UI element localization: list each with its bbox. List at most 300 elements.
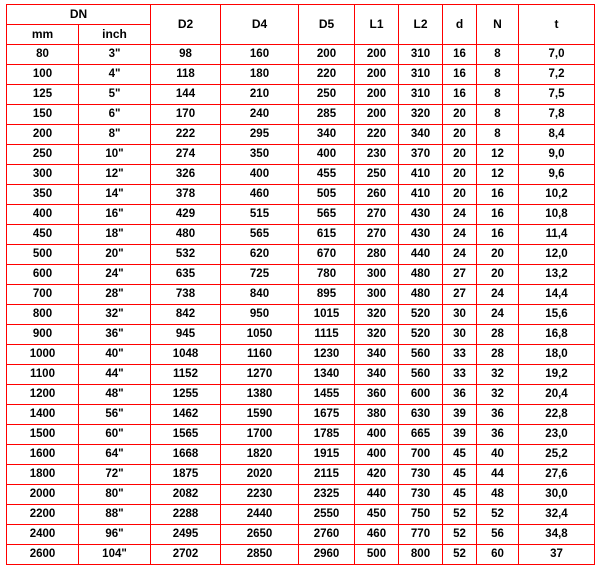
- cell-d5: 1230: [299, 345, 355, 365]
- cell-inch: 44": [79, 365, 151, 385]
- cell-d5: 565: [299, 205, 355, 225]
- table-row: [7, 325, 595, 345]
- cell-l2: 770: [399, 525, 443, 545]
- table-row: [7, 205, 595, 225]
- cell-d2: 480: [151, 225, 221, 245]
- cell-l1: 360: [355, 385, 399, 405]
- cell-mm: 1000: [7, 345, 79, 365]
- cell-t: 9,0: [519, 145, 595, 165]
- cell-t: 18,0: [519, 345, 595, 365]
- cell-d2: 2495: [151, 525, 221, 545]
- cell-t: 27,6: [519, 465, 595, 485]
- cell-n: 24: [477, 305, 519, 325]
- cell-l2: 560: [399, 345, 443, 365]
- cell-d2: 1152: [151, 365, 221, 385]
- table-row: [7, 545, 595, 565]
- cell-l2: 600: [399, 385, 443, 405]
- cell-l1: 340: [355, 345, 399, 365]
- header-d5: D5: [299, 5, 355, 45]
- cell-n: 8: [477, 85, 519, 105]
- cell-d5: 2550: [299, 505, 355, 525]
- cell-mm: 1400: [7, 405, 79, 425]
- cell-l2: 410: [399, 185, 443, 205]
- cell-l2: 800: [399, 545, 443, 565]
- cell-n: 16: [477, 205, 519, 225]
- cell-inch: 10": [79, 145, 151, 165]
- table-row: [7, 185, 595, 205]
- cell-mm: 1600: [7, 445, 79, 465]
- cell-d4: 620: [221, 245, 299, 265]
- cell-d: 20: [443, 105, 477, 125]
- header-l2: L2: [399, 5, 443, 45]
- cell-d4: 1590: [221, 405, 299, 425]
- cell-mm: 2400: [7, 525, 79, 545]
- cell-t: 10,2: [519, 185, 595, 205]
- cell-d: 39: [443, 425, 477, 445]
- cell-mm: 400: [7, 205, 79, 225]
- cell-d5: 1340: [299, 365, 355, 385]
- cell-inch: 5": [79, 85, 151, 105]
- cell-l2: 340: [399, 125, 443, 145]
- cell-l1: 220: [355, 125, 399, 145]
- cell-d: 24: [443, 245, 477, 265]
- cell-l2: 410: [399, 165, 443, 185]
- cell-l1: 200: [355, 105, 399, 125]
- cell-d2: 1462: [151, 405, 221, 425]
- cell-l1: 320: [355, 325, 399, 345]
- cell-mm: 150: [7, 105, 79, 125]
- cell-d2: 144: [151, 85, 221, 105]
- cell-d4: 840: [221, 285, 299, 305]
- table-body: [7, 45, 595, 565]
- cell-l2: 730: [399, 485, 443, 505]
- cell-mm: 200: [7, 125, 79, 145]
- cell-d2: 1048: [151, 345, 221, 365]
- cell-l1: 200: [355, 65, 399, 85]
- cell-d2: 2288: [151, 505, 221, 525]
- cell-d5: 505: [299, 185, 355, 205]
- cell-mm: 900: [7, 325, 79, 345]
- cell-n: 52: [477, 505, 519, 525]
- cell-d2: 842: [151, 305, 221, 325]
- cell-d4: 2850: [221, 545, 299, 565]
- cell-d2: 532: [151, 245, 221, 265]
- cell-d4: 295: [221, 125, 299, 145]
- table-row: [7, 145, 595, 165]
- cell-mm: 2000: [7, 485, 79, 505]
- cell-d: 27: [443, 285, 477, 305]
- cell-t: 30,0: [519, 485, 595, 505]
- cell-d2: 738: [151, 285, 221, 305]
- cell-mm: 800: [7, 305, 79, 325]
- cell-l2: 320: [399, 105, 443, 125]
- cell-d: 20: [443, 165, 477, 185]
- cell-n: 32: [477, 385, 519, 405]
- table-row: [7, 265, 595, 285]
- cell-d2: 429: [151, 205, 221, 225]
- table-row: [7, 425, 595, 445]
- table-row: [7, 465, 595, 485]
- cell-d: 24: [443, 225, 477, 245]
- cell-mm: 1800: [7, 465, 79, 485]
- cell-inch: 12": [79, 165, 151, 185]
- cell-d: 33: [443, 365, 477, 385]
- cell-d2: 378: [151, 185, 221, 205]
- cell-l1: 400: [355, 425, 399, 445]
- cell-d5: 615: [299, 225, 355, 245]
- cell-t: 11,4: [519, 225, 595, 245]
- cell-d2: 2702: [151, 545, 221, 565]
- cell-n: 24: [477, 285, 519, 305]
- cell-n: 28: [477, 325, 519, 345]
- cell-d5: 2760: [299, 525, 355, 545]
- cell-inch: 3": [79, 45, 151, 65]
- cell-d2: 170: [151, 105, 221, 125]
- cell-d: 45: [443, 445, 477, 465]
- cell-l1: 250: [355, 165, 399, 185]
- cell-inch: 32": [79, 305, 151, 325]
- cell-d5: 1915: [299, 445, 355, 465]
- header-n: N: [477, 5, 519, 45]
- cell-n: 36: [477, 425, 519, 445]
- cell-d4: 1050: [221, 325, 299, 345]
- cell-d4: 460: [221, 185, 299, 205]
- cell-mm: 350: [7, 185, 79, 205]
- cell-d4: 2230: [221, 485, 299, 505]
- cell-d5: 1015: [299, 305, 355, 325]
- header-dn: DN: [7, 5, 151, 25]
- cell-d5: 400: [299, 145, 355, 165]
- cell-l1: 420: [355, 465, 399, 485]
- cell-d: 52: [443, 505, 477, 525]
- cell-mm: 250: [7, 145, 79, 165]
- cell-mm: 1200: [7, 385, 79, 405]
- cell-d: 52: [443, 525, 477, 545]
- cell-l1: 260: [355, 185, 399, 205]
- cell-d: 36: [443, 385, 477, 405]
- cell-d4: 210: [221, 85, 299, 105]
- cell-mm: 700: [7, 285, 79, 305]
- table-row: [7, 365, 595, 385]
- header-row-group: [7, 5, 595, 25]
- cell-l1: 200: [355, 45, 399, 65]
- cell-n: 48: [477, 485, 519, 505]
- cell-n: 12: [477, 165, 519, 185]
- table-row: [7, 165, 595, 185]
- cell-d4: 1700: [221, 425, 299, 445]
- cell-t: 15,6: [519, 305, 595, 325]
- cell-d5: 1455: [299, 385, 355, 405]
- cell-d5: 200: [299, 45, 355, 65]
- cell-t: 16,8: [519, 325, 595, 345]
- cell-t: 37: [519, 545, 595, 565]
- cell-inch: 20": [79, 245, 151, 265]
- cell-d: 20: [443, 145, 477, 165]
- cell-mm: 100: [7, 65, 79, 85]
- cell-t: 19,2: [519, 365, 595, 385]
- cell-mm: 2600: [7, 545, 79, 565]
- cell-l1: 380: [355, 405, 399, 425]
- cell-inch: 18": [79, 225, 151, 245]
- cell-d: 30: [443, 325, 477, 345]
- cell-d4: 515: [221, 205, 299, 225]
- cell-mm: 2200: [7, 505, 79, 525]
- cell-inch: 72": [79, 465, 151, 485]
- cell-d2: 1668: [151, 445, 221, 465]
- cell-d5: 780: [299, 265, 355, 285]
- cell-inch: 104": [79, 545, 151, 565]
- table-row: [7, 225, 595, 245]
- cell-l1: 300: [355, 285, 399, 305]
- cell-d2: 1565: [151, 425, 221, 445]
- cell-d: 24: [443, 205, 477, 225]
- cell-d: 33: [443, 345, 477, 365]
- cell-l2: 665: [399, 425, 443, 445]
- cell-inch: 36": [79, 325, 151, 345]
- cell-d4: 725: [221, 265, 299, 285]
- cell-d2: 2082: [151, 485, 221, 505]
- header-d4: D4: [221, 5, 299, 45]
- cell-l2: 700: [399, 445, 443, 465]
- table-row: [7, 485, 595, 505]
- cell-d4: 565: [221, 225, 299, 245]
- table-row: [7, 405, 595, 425]
- cell-l1: 270: [355, 205, 399, 225]
- cell-d2: 326: [151, 165, 221, 185]
- cell-inch: 6": [79, 105, 151, 125]
- cell-t: 8,4: [519, 125, 595, 145]
- cell-d5: 250: [299, 85, 355, 105]
- cell-d5: 670: [299, 245, 355, 265]
- cell-n: 12: [477, 145, 519, 165]
- cell-d4: 1160: [221, 345, 299, 365]
- header-l1: L1: [355, 5, 399, 45]
- cell-t: 22,8: [519, 405, 595, 425]
- cell-d4: 1820: [221, 445, 299, 465]
- cell-d5: 2115: [299, 465, 355, 485]
- cell-n: 56: [477, 525, 519, 545]
- cell-n: 32: [477, 365, 519, 385]
- cell-d: 20: [443, 185, 477, 205]
- cell-d: 45: [443, 485, 477, 505]
- cell-l1: 440: [355, 485, 399, 505]
- cell-d: 39: [443, 405, 477, 425]
- cell-l2: 430: [399, 225, 443, 245]
- cell-n: 16: [477, 225, 519, 245]
- cell-d: 30: [443, 305, 477, 325]
- cell-d5: 455: [299, 165, 355, 185]
- cell-inch: 60": [79, 425, 151, 445]
- cell-t: 23,0: [519, 425, 595, 445]
- cell-t: 13,2: [519, 265, 595, 285]
- cell-n: 60: [477, 545, 519, 565]
- cell-d5: 285: [299, 105, 355, 125]
- cell-inch: 64": [79, 445, 151, 465]
- cell-d2: 945: [151, 325, 221, 345]
- cell-t: 34,8: [519, 525, 595, 545]
- cell-l2: 730: [399, 465, 443, 485]
- cell-n: 20: [477, 265, 519, 285]
- cell-t: 7,2: [519, 65, 595, 85]
- cell-n: 20: [477, 245, 519, 265]
- cell-n: 8: [477, 45, 519, 65]
- cell-inch: 16": [79, 205, 151, 225]
- cell-l2: 370: [399, 145, 443, 165]
- header-d2: D2: [151, 5, 221, 45]
- cell-l1: 450: [355, 505, 399, 525]
- table-row: [7, 65, 595, 85]
- table-header: [7, 5, 595, 45]
- table-row: [7, 505, 595, 525]
- cell-inch: 48": [79, 385, 151, 405]
- cell-d2: 118: [151, 65, 221, 85]
- cell-d: 16: [443, 85, 477, 105]
- cell-n: 36: [477, 405, 519, 425]
- cell-t: 7,5: [519, 85, 595, 105]
- header-t: t: [519, 5, 595, 45]
- cell-t: 25,2: [519, 445, 595, 465]
- table-row: [7, 345, 595, 365]
- cell-inch: 8": [79, 125, 151, 145]
- cell-l2: 750: [399, 505, 443, 525]
- cell-inch: 40": [79, 345, 151, 365]
- cell-d4: 2020: [221, 465, 299, 485]
- cell-l2: 520: [399, 305, 443, 325]
- cell-l1: 500: [355, 545, 399, 565]
- cell-t: 14,4: [519, 285, 595, 305]
- cell-l1: 340: [355, 365, 399, 385]
- header-mm: mm: [7, 25, 79, 45]
- cell-t: 12,0: [519, 245, 595, 265]
- cell-l1: 230: [355, 145, 399, 165]
- cell-l1: 460: [355, 525, 399, 545]
- cell-l1: 400: [355, 445, 399, 465]
- table-row: [7, 105, 595, 125]
- cell-mm: 450: [7, 225, 79, 245]
- cell-t: 7,0: [519, 45, 595, 65]
- cell-n: 8: [477, 105, 519, 125]
- dimensions-table: [6, 4, 595, 565]
- cell-d4: 160: [221, 45, 299, 65]
- cell-d4: 400: [221, 165, 299, 185]
- cell-inch: 96": [79, 525, 151, 545]
- cell-mm: 80: [7, 45, 79, 65]
- cell-d5: 220: [299, 65, 355, 85]
- cell-mm: 1100: [7, 365, 79, 385]
- cell-d5: 1115: [299, 325, 355, 345]
- cell-d: 45: [443, 465, 477, 485]
- table-row: [7, 125, 595, 145]
- table-row: [7, 445, 595, 465]
- cell-inch: 28": [79, 285, 151, 305]
- cell-l1: 280: [355, 245, 399, 265]
- cell-inch: 24": [79, 265, 151, 285]
- cell-d5: 1785: [299, 425, 355, 445]
- header-d: d: [443, 5, 477, 45]
- cell-t: 9,6: [519, 165, 595, 185]
- cell-t: 32,4: [519, 505, 595, 525]
- cell-d5: 2325: [299, 485, 355, 505]
- cell-inch: 56": [79, 405, 151, 425]
- cell-n: 8: [477, 65, 519, 85]
- cell-l1: 320: [355, 305, 399, 325]
- cell-d: 16: [443, 65, 477, 85]
- cell-n: 16: [477, 185, 519, 205]
- cell-d2: 1875: [151, 465, 221, 485]
- cell-n: 44: [477, 465, 519, 485]
- cell-d4: 2650: [221, 525, 299, 545]
- cell-inch: 14": [79, 185, 151, 205]
- cell-d5: 340: [299, 125, 355, 145]
- table-row: [7, 305, 595, 325]
- cell-l2: 630: [399, 405, 443, 425]
- cell-l1: 200: [355, 85, 399, 105]
- cell-inch: 4": [79, 65, 151, 85]
- cell-d: 52: [443, 545, 477, 565]
- cell-d4: 350: [221, 145, 299, 165]
- cell-l2: 310: [399, 65, 443, 85]
- cell-n: 28: [477, 345, 519, 365]
- cell-d5: 2960: [299, 545, 355, 565]
- cell-t: 20,4: [519, 385, 595, 405]
- cell-d4: 1380: [221, 385, 299, 405]
- cell-d4: 2440: [221, 505, 299, 525]
- cell-d4: 240: [221, 105, 299, 125]
- cell-inch: 80": [79, 485, 151, 505]
- table-row: [7, 85, 595, 105]
- cell-l1: 300: [355, 265, 399, 285]
- cell-d2: 635: [151, 265, 221, 285]
- cell-d2: 1255: [151, 385, 221, 405]
- cell-l2: 440: [399, 245, 443, 265]
- cell-n: 40: [477, 445, 519, 465]
- cell-l2: 430: [399, 205, 443, 225]
- cell-d4: 1270: [221, 365, 299, 385]
- table-row: [7, 245, 595, 265]
- table-row: [7, 385, 595, 405]
- cell-n: 8: [477, 125, 519, 145]
- cell-d4: 180: [221, 65, 299, 85]
- cell-l2: 560: [399, 365, 443, 385]
- cell-l2: 480: [399, 285, 443, 305]
- cell-l2: 480: [399, 265, 443, 285]
- cell-mm: 300: [7, 165, 79, 185]
- cell-d2: 98: [151, 45, 221, 65]
- cell-l1: 270: [355, 225, 399, 245]
- cell-mm: 1500: [7, 425, 79, 445]
- cell-d: 27: [443, 265, 477, 285]
- cell-mm: 600: [7, 265, 79, 285]
- table-row: [7, 285, 595, 305]
- cell-d5: 895: [299, 285, 355, 305]
- cell-mm: 125: [7, 85, 79, 105]
- cell-l2: 310: [399, 85, 443, 105]
- header-inch: inch: [79, 25, 151, 45]
- cell-d: 16: [443, 45, 477, 65]
- cell-d2: 274: [151, 145, 221, 165]
- cell-t: 7,8: [519, 105, 595, 125]
- cell-mm: 500: [7, 245, 79, 265]
- table-row: [7, 45, 595, 65]
- cell-d4: 950: [221, 305, 299, 325]
- cell-d2: 222: [151, 125, 221, 145]
- cell-t: 10,8: [519, 205, 595, 225]
- cell-l2: 520: [399, 325, 443, 345]
- cell-l2: 310: [399, 45, 443, 65]
- table-row: [7, 525, 595, 545]
- cell-inch: 88": [79, 505, 151, 525]
- cell-d5: 1675: [299, 405, 355, 425]
